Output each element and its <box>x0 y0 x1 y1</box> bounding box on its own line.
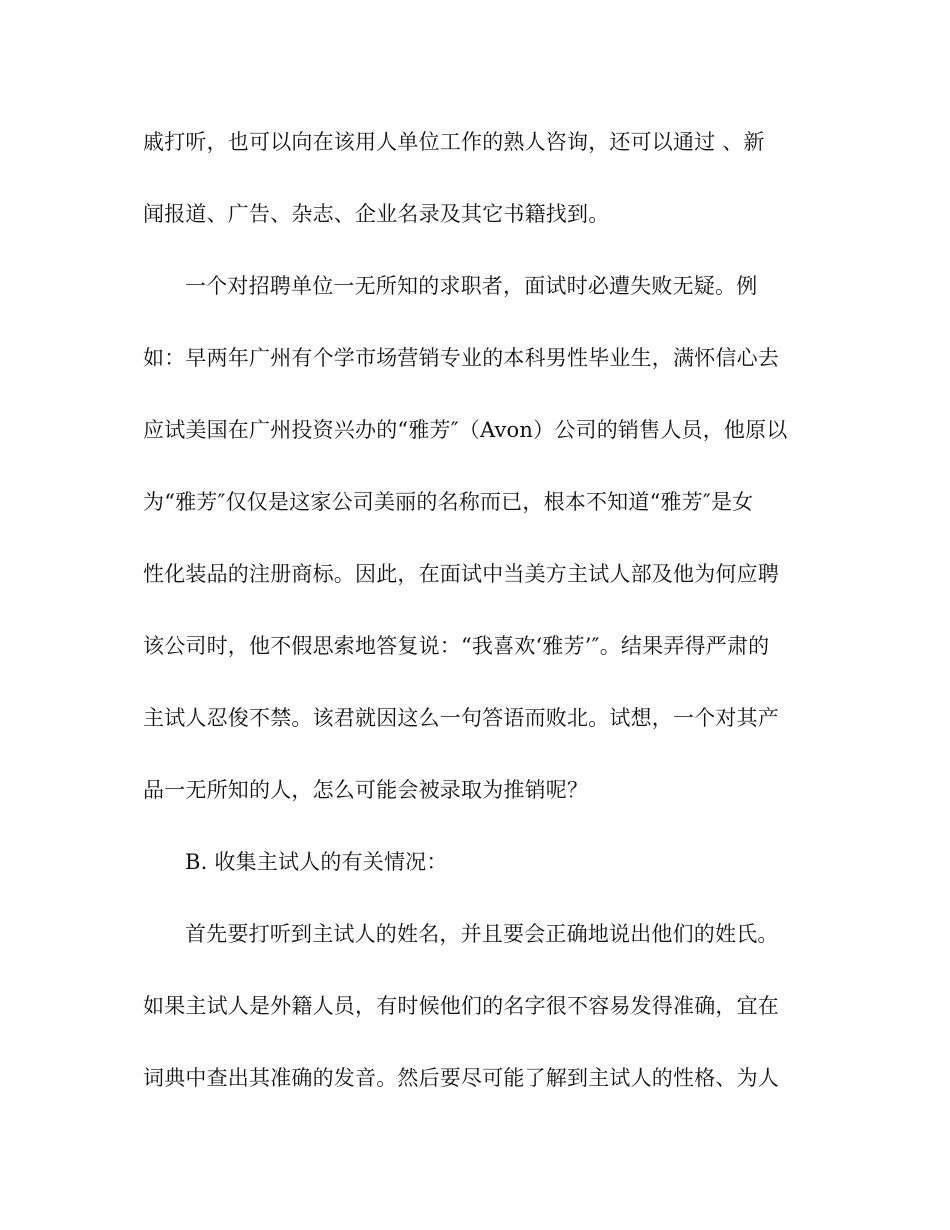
text-line: 性化装品的注册商标。因此，在面试中当美方主试人部及他为何应聘 <box>143 562 779 586</box>
text-line: 品一无所知的人，怎么可能会被录取为推销呢？ <box>143 778 589 802</box>
section-heading: B. 收集主试人的有关情况： <box>185 850 448 874</box>
text-line: 词典中查出其准确的发音。然后要尽可能了解到主试人的性格、为人 <box>143 1066 779 1090</box>
text-line: 该公司时，他不假思索地答复说：“我喜欢‘雅芳’″。结果弄得严肃的 <box>143 634 770 658</box>
paragraph-start-line: 一个对招聘单位一无所知的求职者，面试时必遭失败无疑。例 <box>185 274 758 298</box>
text-line: 为“雅芳″仅仅是这家公司美丽的名称而已，根本不知道“雅芳″是女 <box>143 490 754 514</box>
text-line: 闻报道、广告、杂志、企业名录及其它书籍找到。 <box>143 202 610 226</box>
text-line: 戚打听，也可以向在该用人单位工作的熟人咨询，还可以通过 、新 <box>143 130 765 154</box>
text-line: 如：早两年广州有个学市场营销专业的本科男性毕业生，满怀信心去 <box>143 346 779 370</box>
text-line: 应试美国在广州投资兴办的“雅芳″（Avon）公司的销售人员，他原以 <box>143 418 788 442</box>
paragraph-start-line: 首先要打听到主试人的姓名，并且要会正确地说出他们的姓氏。 <box>185 922 779 946</box>
text-line: 主试人忍俊不禁。该君就因这么一句答语而败北。试想，一个对其产 <box>143 706 779 730</box>
text-line: 如果主试人是外籍人员，有时候他们的名字很不容易发得准确，宜在 <box>143 994 779 1018</box>
